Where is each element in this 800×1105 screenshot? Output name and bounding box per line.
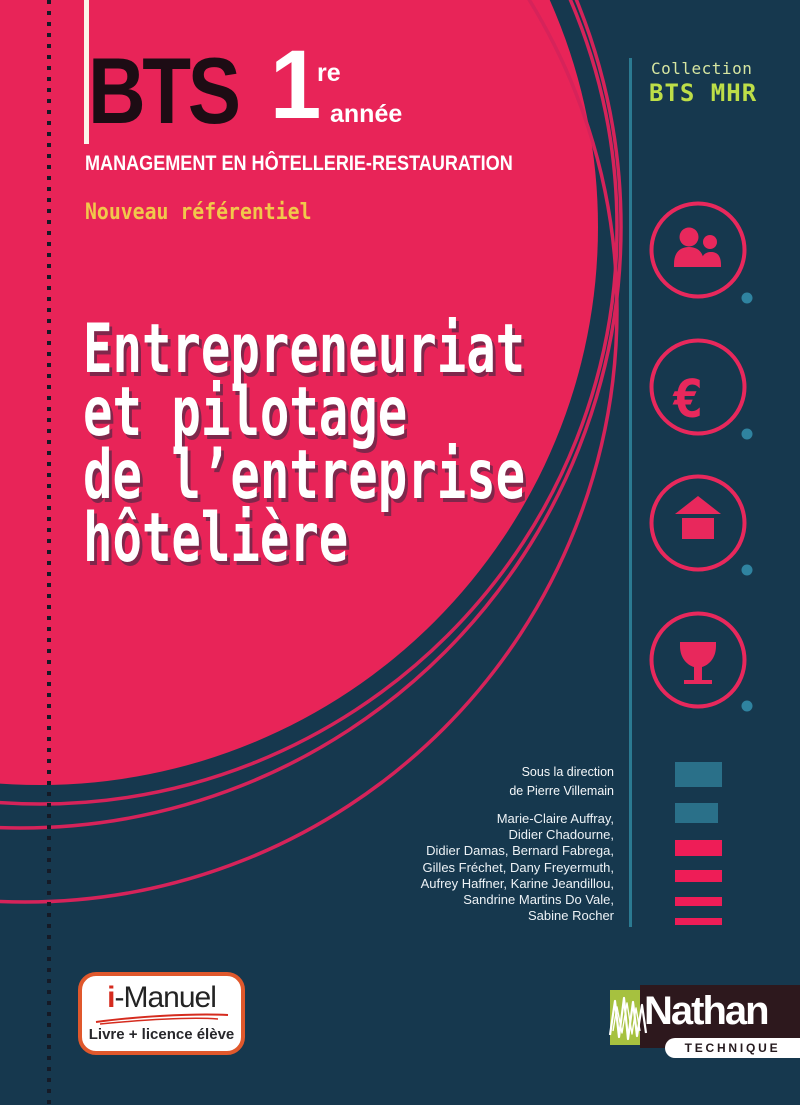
grade-number: 1	[270, 30, 322, 139]
swatch-pink-3	[675, 897, 722, 906]
collection-name: BTS MHR	[649, 79, 758, 107]
collection-label: Collection	[651, 59, 753, 78]
imanuel-logo-i: i	[107, 981, 115, 1014]
imanuel-logo-rest: -Manuel	[114, 981, 216, 1014]
author-line: Aufrey Haffner, Karine Jeandillou,	[420, 875, 614, 891]
imanuel-swoosh	[92, 1012, 232, 1025]
author-line: Marie-Claire Auffray,	[496, 811, 614, 826]
swatch-pink-4	[675, 918, 722, 925]
direction-line-2: de Pierre Villemain	[509, 783, 614, 798]
nathan-division-pill: TECHNIQUE	[665, 1038, 800, 1058]
grade-suffix: re	[317, 59, 341, 87]
swatch-pink-1	[675, 840, 722, 856]
imanuel-badge	[78, 972, 245, 1055]
teal-dot-1	[742, 293, 753, 304]
swatch-teal-1	[675, 762, 722, 787]
teal-dot-4	[742, 701, 753, 712]
author-line: Sandrine Martins Do Vale,	[463, 892, 614, 908]
direction-credit	[509, 763, 614, 800]
book-title	[83, 310, 697, 578]
author-line: Didier Chadourne,	[508, 827, 614, 843]
swatch-pink-2	[675, 870, 722, 882]
teal-dot-2	[742, 429, 753, 440]
series-bts: BTS	[88, 38, 238, 143]
teal-dot-3	[742, 565, 753, 576]
book-title-line-3: de l’entreprise	[83, 436, 526, 515]
book-title-line-1: Entrepreneuriat	[83, 310, 526, 389]
author-line: Sabine Rocher	[528, 908, 614, 924]
euro-glyph: €	[672, 370, 704, 430]
program-name: MANAGEMENT EN HÔTELLERIE-RESTAURATION	[85, 152, 513, 175]
grade-word: année	[330, 100, 403, 128]
author-line: Didier Damas, Bernard Fabrega,	[426, 843, 614, 859]
imanuel-tagline: Livre + licence élève	[88, 1026, 235, 1043]
author-line: Gilles Fréchet, Dany Freyermuth,	[422, 859, 614, 875]
swatch-teal-2	[675, 803, 718, 823]
book-title-line-4: hôtelière	[83, 499, 349, 578]
dotted-rule	[47, 0, 51, 1105]
new-curriculum-banner: Nouveau référentiel	[85, 200, 312, 225]
people-icon	[652, 204, 745, 297]
nathan-wordmark: Nathan	[644, 989, 768, 1033]
imanuel-logo	[107, 981, 216, 1014]
book-title-line-2: et pilotage	[83, 373, 408, 452]
wine-glass-icon	[652, 614, 745, 707]
author-list	[421, 811, 614, 924]
direction-line-1: Sous la direction	[521, 765, 614, 779]
